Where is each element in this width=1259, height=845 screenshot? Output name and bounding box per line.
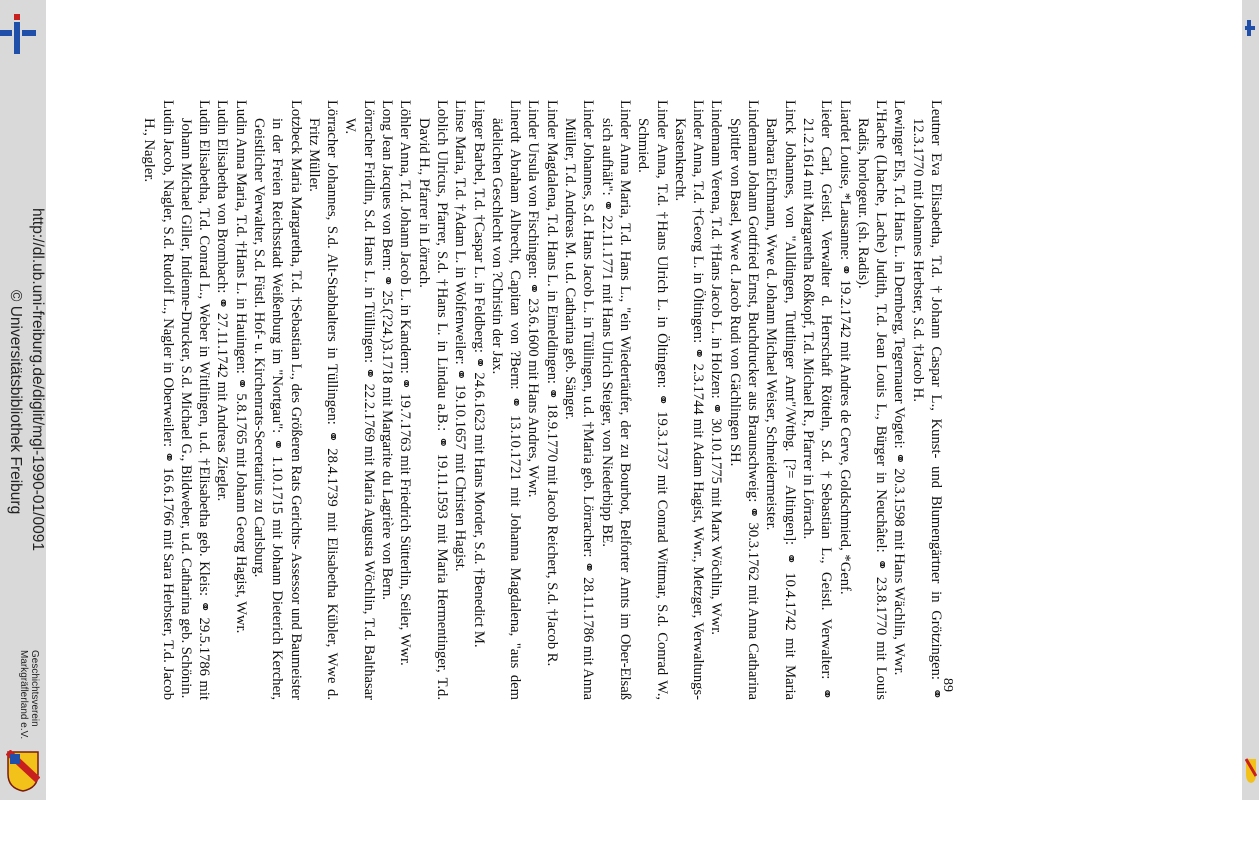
society-name-line-2: Markgräflerland e.V. [18,650,29,740]
register-entry: Linder Anna Maria, T.d. Hans L., "ein Wiedertäufer, der zu Bourbot, Belforter Amts im Ober-Elsaß sich aufhält": ⚭ 22.11.1771 mit Hans Ulrich Steiger, von Niederbipp BE. [598,100,633,700]
source-url-link[interactable]: http://dl.ub.uni-freiburg.de/diglit/mgl-1990-01/0091 [29,208,46,551]
register-entry: Lörracher Johannes, S.d. Alt-Stabhalters in Tüllingen: ⚭ 28.4.1739 mit Elisabetha Kübler, Wwe d. Fritz Müller. [305,100,341,700]
document-page-content [141,100,955,700]
register-entry: Linder Magdalena, T.d. Hans L. in Eimeldingen: ⚭ 18.9.1770 mit Jacob Reichert, S.d. †Jacob R. [543,100,560,667]
register-entry: Ludin Jacob, Nagler, S.d. Rudolf L., Nagler in Oberweiler: ⚭ 16.6.1766 mit Sara Herbster, T.d. Jacob H., Nagler. [141,100,176,700]
register-entry: Lieder Carl, Geistl. Verwalter d. Herrschaft Rötteln, S.d. †Sebastian L., Geistl. Verwalter: ⚭ 21.2.1614 mit Margaretha Roßkopf, T.d. Michael R., Pfarrer in Lörrach. [799,100,835,700]
register-entry: Linger Barbel, T.d. †Caspar L. in Feldberg: ⚭ 24.6.1623 mit Hans Morder, S.d. †Benedict M. [470,100,487,648]
copyright-text: © Universitätsbibliothek Freiburg [7,290,24,515]
register-entry: Linck Johannes, von "Alldingen, Tuttlinger Amt"/Wttbg. [?= Altingen]: ⚭ 10.4.1742 mit Maria Barbara Eichmann, Wwe d. Johann Michael Weiser, Schneidermeister. [763,100,798,700]
register-entry: Ludin Anna Maria, T.d. †Hans L. in Hauingen: ⚭ 5.8.1765 mit Johann Georg Hagist, Wwr. [232,100,249,634]
page-number: 89 [940,678,955,692]
register-entry: Linder Ursula von Fischingen: ⚭ 23.6.1600 mit Hans Andres, Wwr. [525,100,542,498]
register-entry: Linder Johannes, S.d. Hans Jacob L. in Tüllingen, u.d. †Maria geb. Lörracher: ⚭ 28.11.1786 mit Anna Müller, T.d. Andreas M. u.d. Catharina geb. Sänger. [562,100,597,700]
society-crest-icon [6,750,40,792]
register-entry: Löhler Anna, T.d. Johann Jacob L. in Kandern: ⚭ 19.7.1763 mit Friedrich Sütterlin, Seiler, Wwr. [397,100,414,666]
society-name-line-1: Geschichtsverein [29,650,40,727]
rotated-footer [0,0,46,800]
society-name [18,650,40,739]
register-entry: Liardet Louise, *Lausanne: ⚭ 19.2.1742 mit Andres de Cerve, Goldschmied, *Genf. [836,100,853,595]
register-entry: Long Jean Jacques von Bern: ⚭ 25.(?24.)3.1718 mit Margarite du Lagrière von Bern. [379,100,396,600]
register-entry: Linse Maria, T.d. †Adam L. in Wolfenweiler: ⚭ 19.10.1657 mit Christen Hagist. [452,100,469,572]
register-entry: Linder Anna, T.d. †Georg L. in Öltingen: ⚭ 2.3.1744 mit Adam Hagist, Wwr., Metzger, Verwaltungs-Kastenknecht. [671,100,707,700]
register-entry: Lörracher Fridlin, S.d. Hans L. in Tüllingen: ⚭ 22.2.1769 mit Maria Augusta Wöchlin, T.d. Balthasar W. [342,100,377,700]
register-entry: Lindemann Verena, T.d. †Hans Jacob L. in Holzen: ⚭ 30.10.1775 mit Marx Wöchlin, Wwr. [708,100,725,635]
register-entry: Leutner Eva Elisabetha, T.d. †Johann Caspar L., Kunst- und Blumengärtner in Grötzingen: ⚭ 12.3.1770 mit Johannes Herbster, S.d. †Jacob H. [909,100,944,700]
library-logo-icon [1245,20,1255,36]
left-sidebar-strip [0,0,46,800]
register-entry: Linder Anna, T.d. †Hans Ulrich L. in Öltingen: ⚭ 19.3.1737 mit Conrad Wittmar, S.d. Conrad W., Schmied. [635,100,670,700]
right-sidebar-strip [1242,0,1259,800]
register-entry: Ludin Elisabetha, T.d. Conrad L., Weber in Wittlingen, u.d. †Elisabetha geb. Kleis: ⚭ 29.5.1786 mit Johann Michael Giller, Indienne-Drucker, S.d. Michael G., Bildweber, u.d. Catharina geb. Schönin. [177,100,213,700]
society-crest-icon [1245,758,1257,784]
register-entry: Lewinger Els, T.d. Hans L. in Dernberg, Tegernauer Vogtei: ⚭ 20.3.1598 mit Hans Wächlin, Wwr. [891,100,908,676]
register-entry: Ludin Elisabetha von Brombach: ⚭ 27.11.1742 mit Andreas Ziegler. [214,100,231,502]
register-entry: Lotzbeck Maria Margaretha, T.d. †Sebastian L., des Größeren Rats Gerichts- Assessor und Baumeister in der Freien Reichsstadt Weißenburg im "Nortgau": ⚭ 1.10.1715 mit Johann Dieterich Kercher, Geistlicher Verwalter, S.d. Füstl. Hof- u. Kirchenrats-Secretarius zu Carlsburg. [251,100,304,700]
register-entry: Linerdt Abraham Albrecht, Capitan von ?Bern: ⚭ 13.10.1721 mit Johanna Magdalena, "aus dem ädelichen Geschlecht von ?Christin der Jax. [488,100,524,700]
register-entry: L'Hache (Lhache, Lache) Judith, T.d. Jean Louis L., Bürger in Neuchâtel: ⚭ 23.8.1770 mit Louis Radis, horlogeur. (sh. Radis). [854,100,890,700]
register-entry: Loblich Ulricus, Pfarrer, S.d. †Hans L. in Lindau a.B.: ⚭ 19.11.1593 mit Maria Hermentinger, T.d. David H., Pfarrer in Lörrach. [415,100,450,700]
register-entry: Lindemann Johann Gottfried Ernst, Buchdrucker aus Braunschweig: ⚭ 30.3.1762 mit Anna Catharina Spittler von Basel, Wwe d. Jacob Rudi von Gächlingen SH. [726,100,762,700]
register-entries [140,100,945,700]
document-page [141,100,955,845]
